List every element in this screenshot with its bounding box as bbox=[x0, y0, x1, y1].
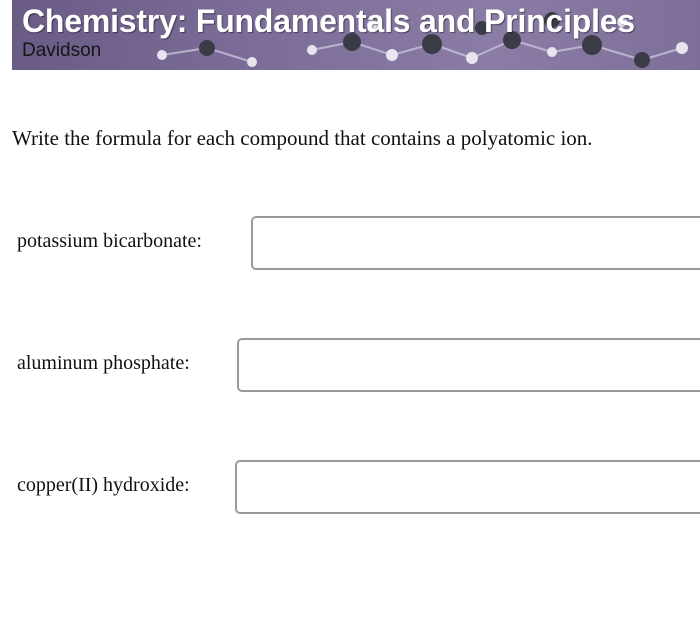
book-header-banner bbox=[12, 0, 700, 70]
answer-row-potassium-bicarbonate bbox=[0, 216, 700, 274]
compound-label-copper-ii-hydroxide: copper(II) hydroxide: bbox=[17, 474, 190, 496]
answer-row-aluminum-phosphate bbox=[0, 338, 700, 396]
book-author: Davidson bbox=[22, 40, 102, 61]
compound-label-potassium-bicarbonate: potassium bicarbonate: bbox=[17, 230, 202, 252]
formula-input-potassium-bicarbonate[interactable] bbox=[251, 216, 700, 270]
formula-input-copper-ii-hydroxide[interactable] bbox=[235, 460, 700, 514]
book-title: Chemistry: Fundamentals and Principles bbox=[22, 3, 635, 39]
question-instruction: Write the formula for each compound that contains a polyatomic ion. bbox=[12, 126, 593, 150]
answer-row-copper-ii-hydroxide bbox=[0, 460, 700, 518]
formula-input-aluminum-phosphate[interactable] bbox=[237, 338, 700, 392]
compound-label-aluminum-phosphate: aluminum phosphate: bbox=[17, 352, 190, 374]
